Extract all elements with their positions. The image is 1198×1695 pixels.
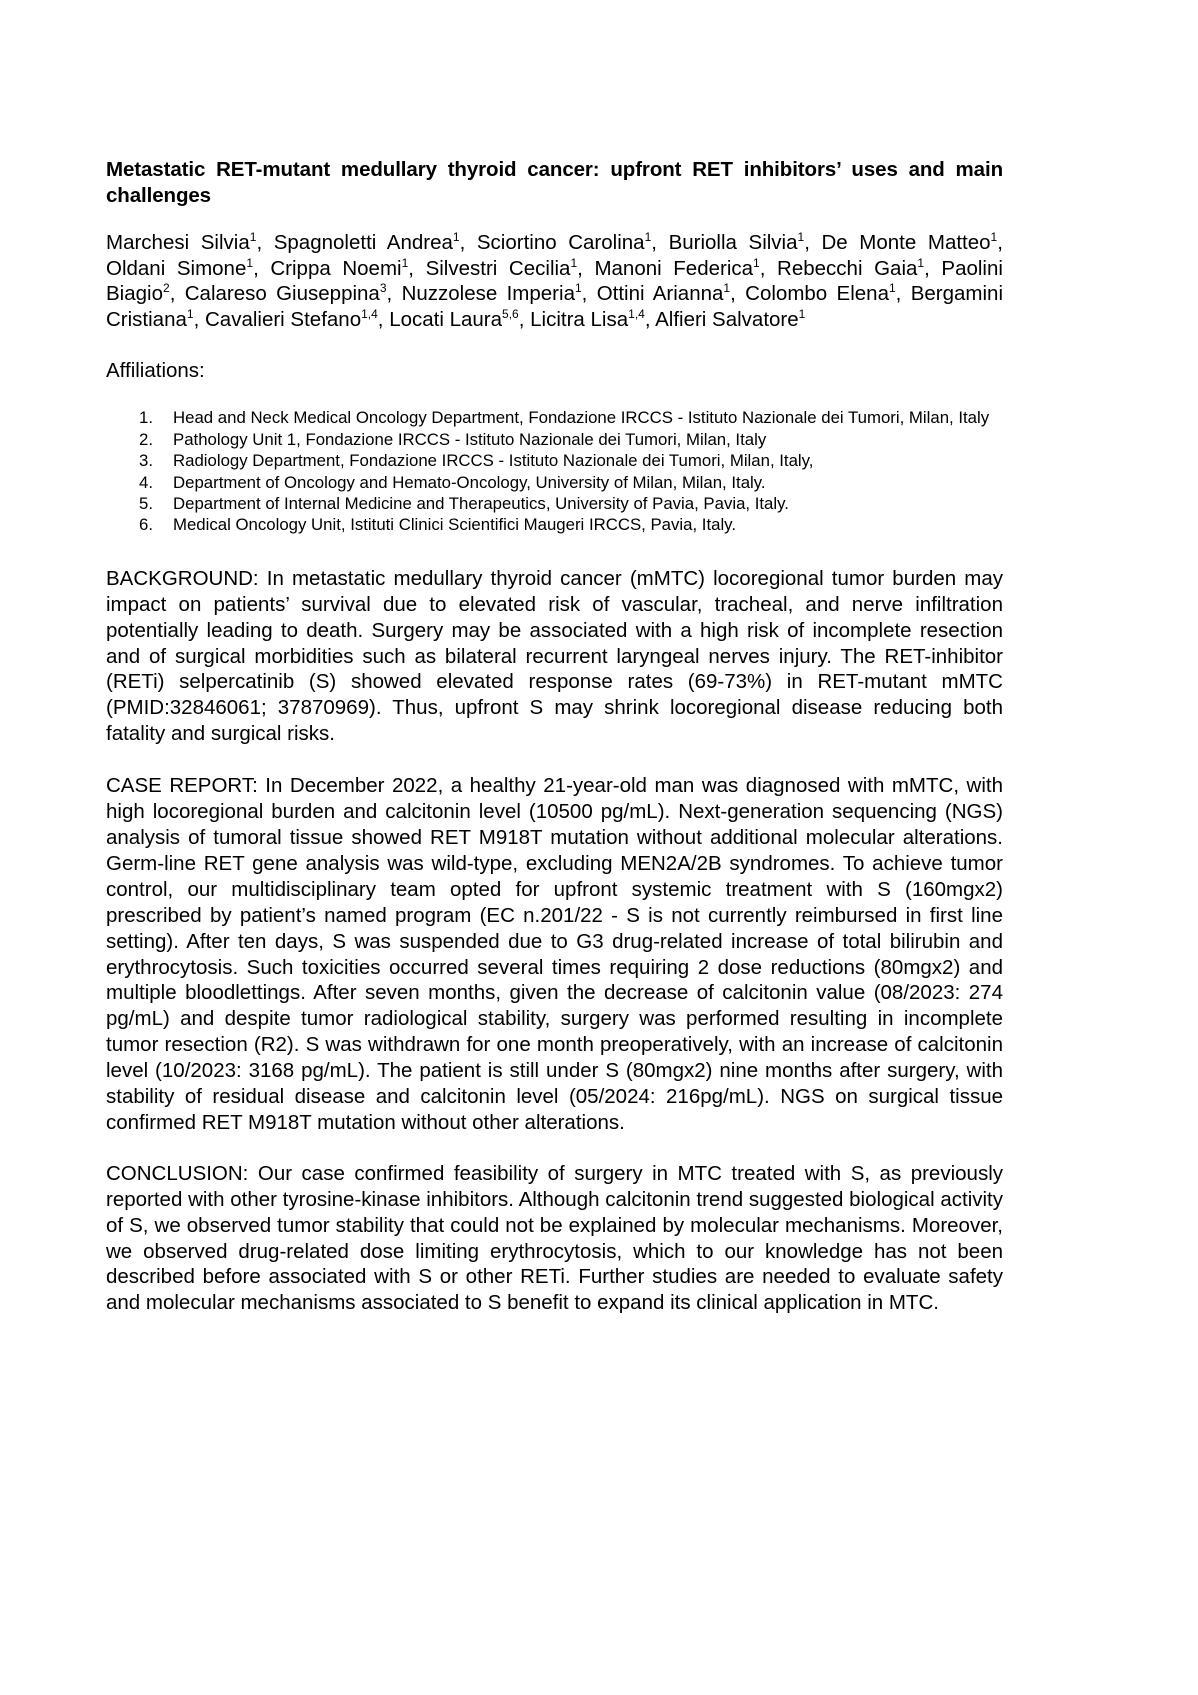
author-name: Silvestri Cecilia — [425, 256, 571, 280]
author-name: Crippa Noemi — [270, 256, 402, 280]
author-affiliation-marker: 1 — [186, 306, 194, 321]
author-name: Nuzzolese Imperia — [401, 282, 575, 306]
author-name: Buriolla Silvia — [668, 231, 798, 254]
author-name: Marchesi Silvia — [106, 231, 250, 254]
author-name: De Monte Matteo — [821, 231, 991, 254]
affiliation-item — [106, 493, 1003, 514]
affiliation-text: Department of Oncology and Hemato-Oncology, University of Milan, Milan, Italy. — [173, 472, 766, 492]
conclusion-paragraph: CONCLUSION: Our case confirmed feasibility of surgery in MTC treated with S, as previously reported with other tyrosine-kinase inhibitors. Although calcitonin trend suggested biological activity of S, we observed tumor stability that could not be explained by molecular mechanisms. Moreover, we observed drug-related dose limiting erythrocytosis, which to our knowledge has not been described before associated with S or other RETi. Further studies are needed to evaluate safety and molecular mechanisms associated to S benefit to expand its clinical application in MTC. — [106, 1161, 1003, 1315]
affiliations-list — [106, 407, 1003, 535]
author-affiliation-marker: 1 — [917, 255, 925, 270]
affiliation-item — [106, 450, 1003, 471]
affiliation-item — [106, 407, 1003, 428]
paper-title: Metastatic RET-mutant medullary thyroid cancer: upfront RET inhibitors’ uses and main challenges — [106, 158, 1003, 207]
affiliation-item — [106, 514, 1003, 535]
author-affiliation-marker: 1 — [797, 230, 805, 244]
author-affiliation-marker: 1 — [249, 230, 257, 244]
author-affiliation-marker: 1 — [888, 281, 896, 296]
author-name: Colombo Elena — [745, 282, 889, 306]
author-affiliation-marker: 1 — [723, 281, 731, 296]
author-name: Licitra Lisa — [530, 307, 629, 331]
affiliation-item — [106, 429, 1003, 450]
affiliation-text: Pathology Unit 1, Fondazione IRCCS - Istituto Nazionale dei Tumori, Milan, Italy — [173, 429, 767, 449]
author-affiliation-marker: 1,4 — [361, 306, 378, 321]
affiliation-text: Medical Oncology Unit, Istituti Clinici Scientifici Maugeri IRCCS, Pavia, Italy. — [173, 515, 736, 535]
affiliations-heading: Affiliations: — [106, 359, 205, 383]
author-name: Manoni Federica — [594, 256, 754, 280]
author-name: Alfieri Salvatore — [655, 307, 799, 331]
affiliation-text: Head and Neck Medical Oncology Department, Fondazione IRCCS - Istituto Nazionale dei Tumori, Milan, Italy — [173, 408, 990, 428]
author-affiliation-marker: 2 — [163, 281, 170, 296]
author-name: Ottini Arianna — [596, 282, 724, 306]
author-affiliation-marker: 1,4 — [628, 306, 645, 321]
author-affiliation-marker: 1 — [401, 255, 409, 270]
author-affiliation-marker: 1 — [753, 255, 760, 270]
author-affiliation-marker: 1 — [570, 255, 578, 270]
author-list: Marchesi Silvia$^1$, Spagnoletti Andrea$^1$, Sciortino Carolina$^1$, Buriolla Silvia$^1$, De Monte Matteo$^1$, Oldani Simone$^1$, Crippa Noemi$^1$, Silvestri Cecilia$^1$, Manoni Federica$^1$, Rebecchi Gaia$^1$, Paolini Biagio$^2$, Calareso Giuseppina$^3$, Nuzzolese Imperia$^1$, Ottini Arianna$^1$, Colombo Elena$^1$, Bergamini Cristiana$^1$, Cavalieri Stefano$^{1,4}$, Locati Laura$^{5,6}$, Licitra Lisa$^{1,4}$, Alfieri Salvatore$^1$ — [106, 230, 1003, 331]
affiliation-number: 4. — [139, 472, 153, 492]
author-name: Paolini Biagio — [106, 256, 1003, 306]
affiliation-text: Radiology Department, Fondazione IRCCS - Istituto Nazionale dei Tumori, Milan, Italy, — [173, 451, 814, 471]
author-name: Spagnoletti Andrea — [273, 231, 453, 254]
document-page — [106, 157, 1003, 1316]
affiliation-number: 3. — [139, 451, 153, 471]
author-affiliation-marker: 1 — [644, 230, 652, 244]
author-affiliation-marker: 1 — [574, 281, 582, 296]
author-name: Cavalieri Stefano — [204, 307, 362, 331]
author-name: Bergamini Cristiana — [106, 282, 1003, 331]
affiliation-number: 5. — [139, 494, 153, 513]
author-affiliation-marker: 1 — [246, 255, 254, 270]
affiliation-text: Department of Internal Medicine and Therapeutics, University of Pavia, Pavia, Italy. — [173, 494, 789, 513]
author-name: Rebecchi Gaia — [777, 256, 918, 280]
author-name: Oldani Simone — [106, 256, 247, 280]
author-name: Sciortino Carolina — [476, 231, 645, 254]
affiliation-number: 6. — [139, 515, 153, 535]
affiliation-number: 2. — [139, 429, 153, 449]
author-affiliation-marker: 1 — [452, 230, 460, 244]
background-paragraph: BACKGROUND: In metastatic medullary thyroid cancer (mMTC) locoregional tumor burden may impact on patients’ survival due to elevated risk of vascular, tracheal, and nerve infiltration potentially leading to death. Surgery may be associated with a high risk of incomplete resection and of surgical morbidities such as bilateral recurrent laryngeal nerves injury. The RET-inhibitor (RETi) selpercatinib (S) showed elevated response rates (69-73%) in RET-mutant mMTC (PMID:32846061; 37870969). Thus, upfront S may shrink locoregional disease reducing both fatality and surgical risks. — [106, 566, 1003, 746]
author-affiliation-marker: 3 — [379, 281, 387, 296]
author-name: Locati Laura — [389, 307, 503, 331]
affiliation-number: 1. — [139, 408, 153, 428]
affiliation-item — [106, 472, 1003, 493]
author-affiliation-marker: 1 — [990, 230, 998, 244]
author-affiliation-marker: 5,6 — [502, 306, 519, 321]
author-affiliation-marker: 1 — [798, 306, 806, 321]
case-report-paragraph: CASE REPORT: In December 2022, a healthy 21-year-old man was diagnosed with mMTC, with high locoregional burden and calcitonin level (10500 pg/mL). Next-generation sequencing (NGS) analysis of tumoral tissue showed RET M918T mutation without additional molecular alterations. Germ-line RET gene analysis was wild-type, excluding MEN2A/2B syndromes. To achieve tumor control, our multidisciplinary team opted for upfront systemic treatment with S (160mgx2) prescribed by patient’s named program (EC n.201/22 - S is not currently reimbursed in first line setting). After ten days, S was suspended due to G3 drug-related increase of total bilirubin and erythrocytosis. Such toxicities occurred several times requiring 2 dose reductions (80mgx2) and multiple bloodlettings. After seven months, given the decrease of calcitonin value (08/2023: 274 pg/mL) and despite tumor radiological stability, surgery was performed resulting in incomplete tumor resection (R2). S was withdrawn for one month preoperatively, with an increase of calcitonin level (10/2023: 3168 pg/mL). The patient is still under S (80mgx2) nine months after surgery, with stability of residual disease and calcitonin level (05/2024: 216pg/mL). NGS on surgical tissue confirmed RET M918T mutation without other alterations. — [106, 774, 1003, 1134]
author-name: Calareso Giuseppina — [184, 282, 380, 306]
